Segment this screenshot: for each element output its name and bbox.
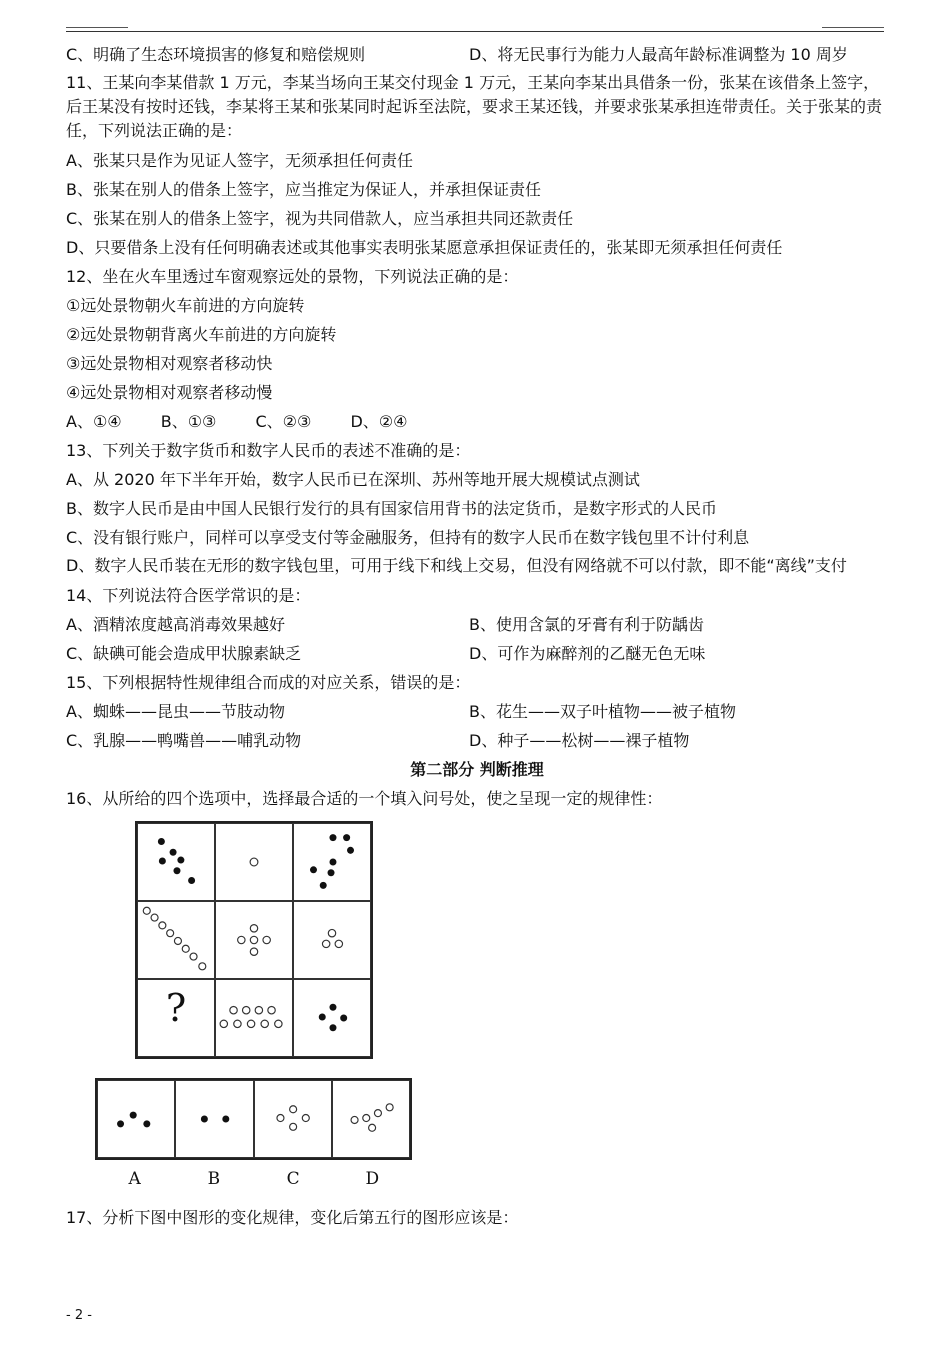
q13-option-b: B、数字人民币是由中国人民银行发行的具有国家信用背书的法定货币，是数字形式的人民币 — [66, 499, 717, 518]
q15-option-a: A、蜘蛛——昆虫——节肢动物 — [66, 702, 285, 721]
question-15: 15、下列根据特性规律组合而成的对应关系，错误的是： — [66, 673, 471, 692]
question-16: 16、从所给的四个选项中，选择最合适的一个填入问号处，使之呈现一定的规律性： — [66, 789, 663, 808]
option-b-figure[interactable] — [175, 1080, 253, 1158]
q11-option-b: B、张某在别人的借条上签字，应当推定为保证人，并承担保证责任 — [66, 180, 541, 199]
q11-option-d: D、只要借条上没有任何明确表述或其他事实表明张某愿意承担保证责任的，张某即无须承担任何责任 — [66, 238, 783, 257]
q16-figure — [66, 813, 888, 1203]
q15-options-cd — [66, 726, 888, 755]
q14-option-d: D、可作为麻醉剂的乙醚无色无味 — [469, 644, 706, 663]
option-label-d: D — [365, 1169, 380, 1189]
q12-option-a: A、①④ — [66, 412, 122, 431]
q12-option-b: B、①③ — [160, 412, 217, 431]
q11-option-c: C、张某在别人的借条上签字，视为共同借款人，应当承担共同还款责任 — [66, 209, 574, 228]
q13-option-d: D、数字人民币装在无形的数字钱包里，可用于线下和线上交易，但没有网络就不可以付款，即不能“离线”支付 — [66, 556, 847, 575]
q14-options-cd — [66, 639, 888, 668]
q13-option-c: C、没有银行账户，同样可以享受支付等金融服务，但持有的数字人民币在数字钱包里不计付利息 — [66, 528, 750, 547]
grid-cell-r2c3 — [293, 901, 371, 979]
q12-statement-4: ④远处景物相对观察者移动慢 — [66, 383, 273, 402]
question-17: 17、分析下图中图形的变化规律，变化后第五行的图形应该是： — [66, 1208, 519, 1227]
grid-cell-r1c1 — [137, 823, 215, 901]
puzzle-grid — [135, 821, 373, 1059]
q14-option-b: B、使用含氯的牙膏有利于防龋齿 — [469, 615, 704, 634]
q13-option-a: A、从 2020 年下半年开始，数字人民币已在深圳、苏州等地开展大规模试点测试 — [66, 470, 640, 489]
q14-options-ab — [66, 610, 888, 639]
section-title: 第二部分 判断推理 — [410, 760, 544, 779]
grid-cell-r1c3 — [293, 823, 371, 901]
grid-cell-r3c1 — [137, 979, 215, 1057]
q12-statement-2: ②远处景物朝背离火车前进的方向旋转 — [66, 325, 337, 344]
grid-cell-r1c2 — [215, 823, 293, 901]
grid-cell-r3c2 — [215, 979, 293, 1057]
header-rule-right — [822, 27, 884, 28]
option-label-b: B — [207, 1169, 221, 1189]
option-a-figure[interactable] — [97, 1080, 175, 1158]
q12-option-d: D、②④ — [350, 412, 408, 431]
q12-options — [66, 407, 888, 436]
answer-options — [95, 1078, 412, 1160]
option-label-c: C — [286, 1169, 300, 1189]
option-labels — [95, 1165, 412, 1194]
q11-option-a: A、张某只是作为见证人签字，无须承担任何责任 — [66, 151, 413, 170]
q12-statement-3: ③远处景物相对观察者移动快 — [66, 354, 273, 373]
header-rule — [66, 31, 884, 32]
q15-option-d: D、种子——松树——裸子植物 — [469, 731, 690, 750]
q12-option-c: C、②③ — [255, 412, 312, 431]
q10-options-cd — [66, 40, 888, 69]
q10-option-d: D、将无民事行为能力人最高年龄标准调整为 10 周岁 — [469, 45, 848, 64]
q12-statement-1: ①远处景物朝火车前进的方向旋转 — [66, 296, 305, 315]
question-12: 12、坐在火车里透过车窗观察远处的景物，下列说法正确的是： — [66, 267, 519, 286]
page-content — [66, 40, 888, 1232]
header-rule-left — [66, 27, 128, 28]
question-14: 14、下列说法符合医学常识的是： — [66, 586, 311, 605]
option-d-figure[interactable] — [332, 1080, 410, 1158]
page-number: - 2 - — [66, 1308, 92, 1323]
q15-option-c: C、乳腺——鸭嘴兽——哺乳动物 — [66, 731, 302, 750]
q14-option-a: A、酒精浓度越高消毒效果越好 — [66, 615, 285, 634]
option-c-figure[interactable] — [254, 1080, 332, 1158]
grid-cell-r2c2 — [215, 901, 293, 979]
q15-option-b: B、花生——双子叶植物——被子植物 — [469, 702, 736, 721]
grid-cell-r2c1 — [137, 901, 215, 979]
option-label-a: A — [128, 1169, 141, 1189]
grid-cell-r3c3 — [293, 979, 371, 1057]
question-13: 13、下列关于数字货币和数字人民币的表述不准确的是： — [66, 441, 471, 460]
q10-option-c: C、明确了生态环境损害的修复和赔偿规则 — [66, 45, 366, 64]
question-11: 11、王某向李某借款 1 万元，李某当场向王某交付现金 1 万元，王某向李某出具借条一份，张某在该借条上签字，后王某没有按时还钱，李某将王某和张某同时起诉至法院，要求王某还钱，并要求张某承担连带责任。关于张某的责任，下列说法正确的是： — [66, 73, 883, 140]
q14-option-c: C、缺碘可能会造成甲状腺素缺乏 — [66, 644, 302, 663]
q15-options-ab — [66, 697, 888, 726]
question-mark: ? — [165, 986, 187, 1030]
